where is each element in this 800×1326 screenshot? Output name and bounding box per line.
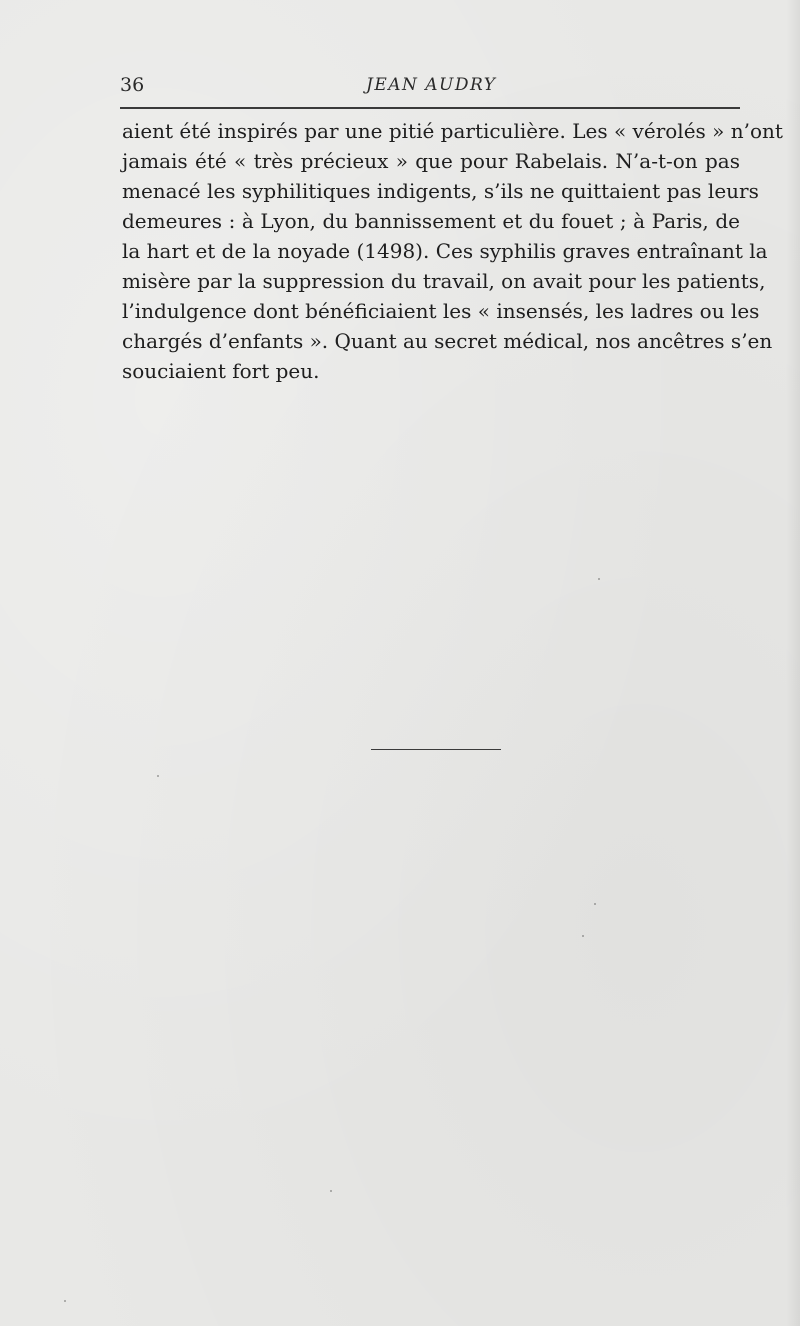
text-line: aient été inspirés par une pitié particulière. Les « vérolés » n’ont [122,119,783,143]
page-number: 36 [120,74,145,96]
text-line: misère par la suppression du travail, on avait pour les patients, [122,269,766,293]
text-line: l’indulgence dont bénéficiaient les « insensés, les ladres ou les [122,299,760,323]
paper-speck [330,1190,332,1192]
section-end-rule [371,749,501,750]
text-line: chargés d’enfants ». Quant au secret médical, nos ancêtres s’en [122,329,773,353]
text-line: jamais été « très précieux » que pour Rabelais. N’a-t-on pas [122,149,740,173]
text-line: la hart et de la noyade (1498). Ces syphilis graves entraînant la [122,239,768,263]
paper-speck [598,578,600,580]
page-edge-shadow [786,0,800,1326]
paper-speck [582,935,584,937]
running-title: JEAN AUDRY [366,75,497,95]
header-rule [120,107,740,109]
paper-speck [594,903,596,905]
running-head [120,70,740,100]
body-paragraph [122,116,783,386]
text-line: demeures : à Lyon, du bannissement et du fouet ; à Paris, de [122,209,740,233]
paper-speck [64,1300,66,1302]
text-line-last: souciaient fort peu. [122,359,320,383]
text-line: menacé les syphilitiques indigents, s’ils ne quittaient pas leurs [122,179,759,203]
paper-speck [157,775,159,777]
